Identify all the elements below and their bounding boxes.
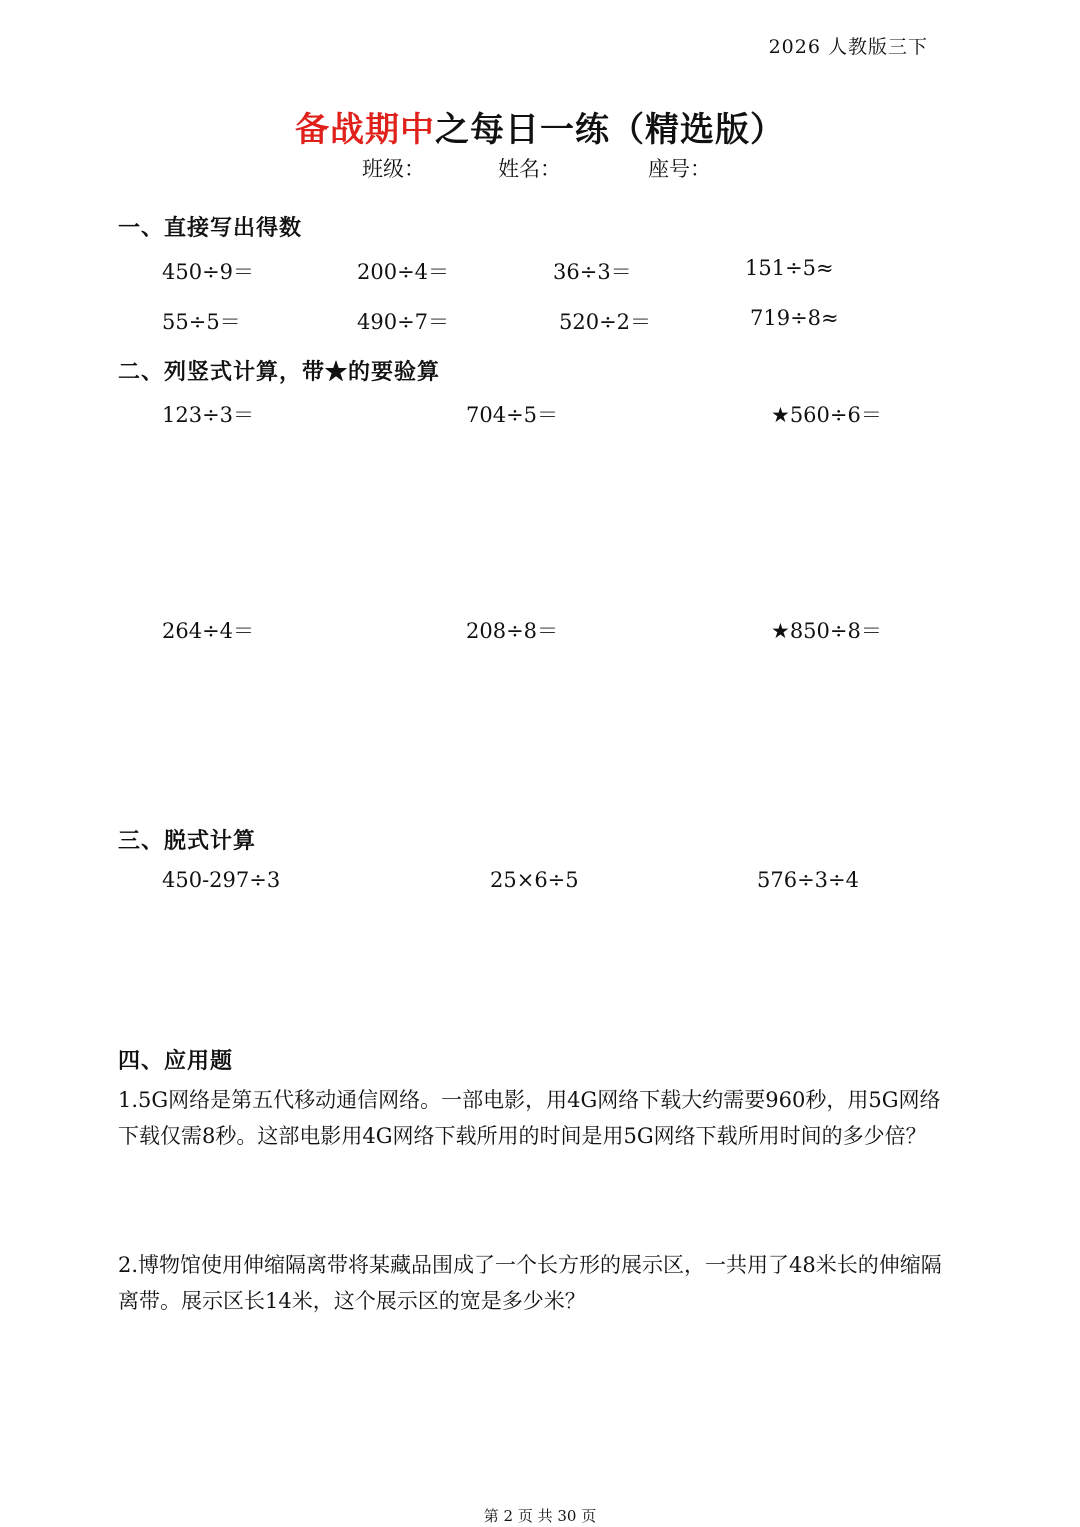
oral-calc-item: 151÷5≈: [745, 256, 834, 280]
vertical-calc-item: 704÷5＝: [466, 403, 559, 427]
section-2-heading: 二、列竖式计算，带★的要验算: [118, 359, 441, 385]
page-number: 第 2 页 共 30 页: [483, 1507, 597, 1525]
step-calc-item: 576÷3÷4: [757, 868, 859, 892]
oral-calc-item: 55÷5＝: [162, 310, 241, 334]
oral-calc-item: 200÷4＝: [357, 260, 450, 284]
vertical-calc-item: ★850÷8＝: [771, 619, 882, 643]
step-calc-item: 25×6÷5: [490, 868, 579, 892]
vertical-calc-item: ★560÷6＝: [771, 403, 882, 427]
title-highlight: 备战期中: [295, 110, 435, 150]
oral-calc-item: 520÷2＝: [559, 310, 652, 334]
edition-label: 2026 人教版三下: [768, 36, 928, 58]
oral-calc-item: 450÷9＝: [162, 260, 255, 284]
section-4-heading: 四、应用题: [118, 1048, 234, 1074]
seat-label: 座号：: [648, 157, 711, 181]
page-title: [0, 102, 1080, 151]
oral-calc-item: 36÷3＝: [553, 260, 632, 284]
vertical-calc-item: 264÷4＝: [162, 619, 255, 643]
word-problem-1: 1.5G网络是第五代移动通信网络。一部电影，用4G网络下载大约需要960秒，用5G网络下载仅需8秒。这部电影用4G网络下载所用的时间是用5G网络下载所用时间的多少倍？: [118, 1088, 941, 1148]
vertical-calc-item: 208÷8＝: [466, 619, 559, 643]
section-3-heading: 三、脱式计算: [118, 828, 257, 854]
word-problem-2: 2.博物馆使用伸缩隔离带将某藏品围成了一个长方形的展示区，一共用了48米长的伸缩隔离带。展示区长14米，这个展示区的宽是多少米？: [118, 1253, 942, 1313]
oral-calc-item: 719÷8≈: [750, 306, 839, 330]
section-1-heading: 一、直接写出得数: [118, 215, 303, 241]
title-rest: 之每日一练（精选版）: [435, 110, 785, 150]
step-calc-item: 450-297÷3: [162, 868, 281, 892]
oral-calc-item: 490÷7＝: [357, 310, 450, 334]
name-label: 姓名：: [498, 157, 561, 181]
class-label: 班级：: [362, 157, 425, 181]
vertical-calc-item: 123÷3＝: [162, 403, 255, 427]
